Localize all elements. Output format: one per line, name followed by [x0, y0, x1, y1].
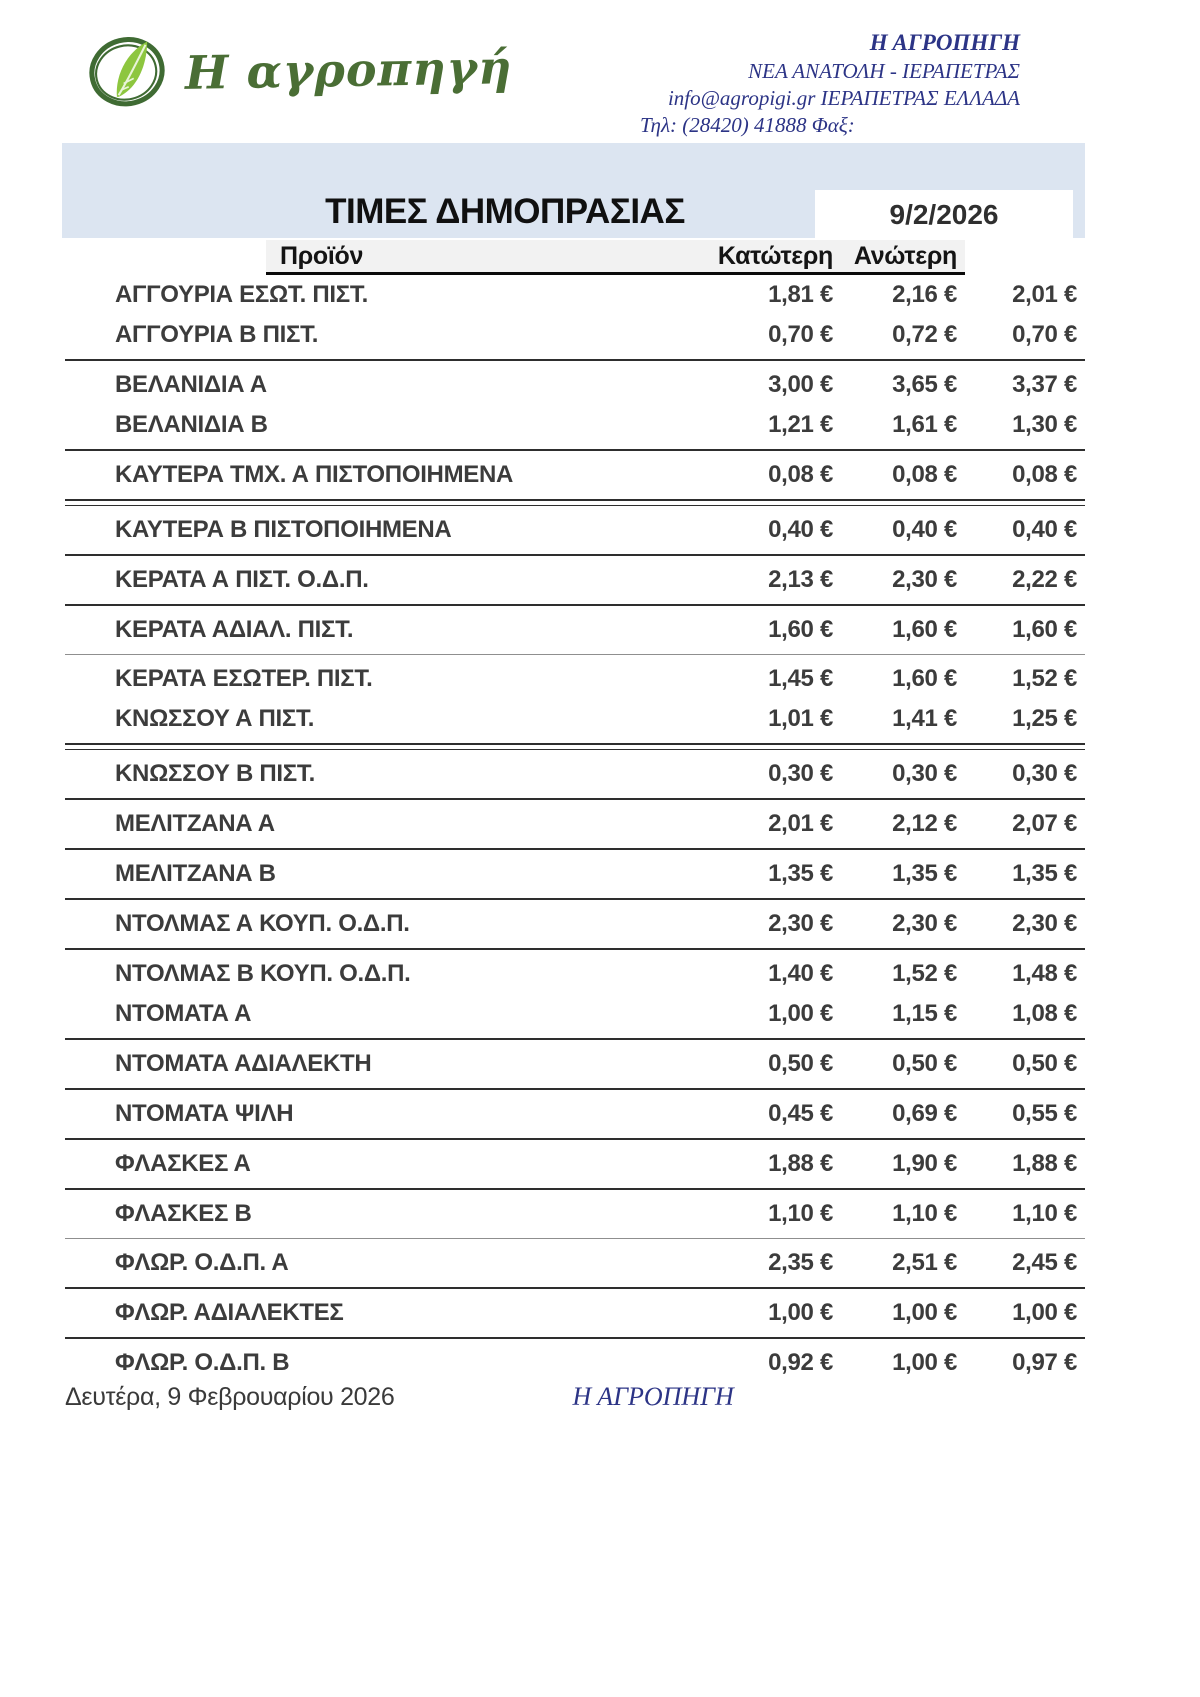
- product-name-cell: ΑΓΓΟΥΡΙΑ Β ΠΙΣΤ.: [115, 321, 319, 348]
- leaf-icon: [85, 28, 169, 112]
- product-name-cell: ΒΕΛΑΝΙΔΙΑ Α: [115, 371, 267, 398]
- footer-date: Δευτέρα, 9 Φεβρουαρίου 2026: [65, 1383, 395, 1411]
- title-banner: [62, 143, 1085, 238]
- product-name-cell: ΚΕΡΑΤΑ Α ΠΙΣΤ. Ο.Δ.Π.: [115, 566, 369, 593]
- footer-company-name: Η ΑΓΡΟΠΗΓΗ: [572, 1382, 734, 1411]
- avg-price-cell: 1,88 €: [1012, 1150, 1077, 1177]
- table-row: [65, 1044, 1085, 1084]
- group-separator: [65, 1138, 1085, 1140]
- max-price-cell: 0,69 €: [892, 1100, 957, 1127]
- min-price-cell: 1,21 €: [768, 411, 833, 438]
- max-price-cell: 1,60 €: [892, 616, 957, 643]
- table-row: [65, 659, 1085, 699]
- avg-price-cell: 1,10 €: [1012, 1200, 1077, 1227]
- avg-price-cell: 1,60 €: [1012, 616, 1077, 643]
- min-price-cell: 1,40 €: [768, 960, 833, 987]
- max-price-cell: 2,16 €: [892, 281, 957, 308]
- table-row: [65, 954, 1085, 994]
- min-price-cell: 0,45 €: [768, 1100, 833, 1127]
- group-separator: [65, 449, 1085, 451]
- agropigi-logo: [85, 28, 512, 112]
- auction-date: 9/2/2026: [889, 199, 999, 230]
- table-row: [65, 904, 1085, 944]
- column-header-max: Ανώτερη: [841, 240, 965, 275]
- table-row: [65, 1343, 1085, 1383]
- group-separator: [65, 1188, 1085, 1190]
- min-price-cell: 0,70 €: [768, 321, 833, 348]
- group-separator: [65, 743, 1085, 750]
- avg-price-cell: 0,30 €: [1012, 760, 1077, 787]
- product-name-cell: ΚΕΡΑΤΑ ΕΣΩΤΕΡ. ΠΙΣΤ.: [115, 665, 373, 692]
- avg-price-cell: 2,45 €: [1012, 1249, 1077, 1276]
- avg-price-cell: 3,37 €: [1012, 371, 1077, 398]
- max-price-cell: 1,35 €: [892, 860, 957, 887]
- company-info: [640, 28, 1020, 140]
- avg-price-cell: 0,40 €: [1012, 516, 1077, 543]
- avg-price-cell: 2,07 €: [1012, 810, 1077, 837]
- table-body: [65, 275, 1085, 1383]
- product-name-cell: ΦΛΑΣΚΕΣ Α: [115, 1150, 251, 1177]
- max-price-cell: 1,10 €: [892, 1200, 957, 1227]
- avg-price-cell: 0,50 €: [1012, 1050, 1077, 1077]
- max-price-cell: 1,60 €: [892, 665, 957, 692]
- group-separator: [65, 604, 1085, 606]
- max-price-cell: 1,41 €: [892, 705, 957, 732]
- table-row: [65, 560, 1085, 600]
- avg-price-cell: 1,08 €: [1012, 1000, 1077, 1027]
- table-row: [65, 1094, 1085, 1134]
- table-row: [65, 365, 1085, 405]
- max-price-cell: 0,30 €: [892, 760, 957, 787]
- table-row: [65, 994, 1085, 1034]
- max-price-cell: 0,50 €: [892, 1050, 957, 1077]
- min-price-cell: 2,35 €: [768, 1249, 833, 1276]
- page-title: ΤΙΜΕΣ ΔΗΜΟΠΡΑΣΙΑΣ: [325, 192, 685, 231]
- company-address-line2: info@agropigi.gr ΙΕΡΑΠΕΤΡΑΣ ΕΛΛΑΔΑ: [667, 86, 1020, 111]
- max-price-cell: 3,65 €: [892, 371, 957, 398]
- min-price-cell: 1,45 €: [768, 665, 833, 692]
- avg-price-cell: 0,08 €: [1012, 461, 1077, 488]
- product-name-cell: ΝΤΟΛΜΑΣ Β ΚΟΥΠ. Ο.Δ.Π.: [115, 960, 411, 987]
- table-row: [65, 699, 1085, 739]
- product-name-cell: ΑΓΓΟΥΡΙΑ ΕΣΩΤ. ΠΙΣΤ.: [115, 281, 368, 308]
- avg-price-cell: 1,25 €: [1012, 705, 1077, 732]
- company-phone-line: Τηλ: (28420) 41888 Φαξ:: [640, 113, 855, 138]
- max-price-cell: 1,00 €: [892, 1299, 957, 1326]
- page-footer: [65, 1382, 734, 1412]
- max-price-cell: 1,00 €: [892, 1349, 957, 1376]
- product-name-cell: ΜΕΛΙΤΖΑΝΑ Β: [115, 860, 276, 887]
- avg-price-cell: 1,00 €: [1012, 1299, 1077, 1326]
- max-price-cell: 2,12 €: [892, 810, 957, 837]
- table-row: [65, 1144, 1085, 1184]
- avg-price-cell: 0,55 €: [1012, 1100, 1077, 1127]
- avg-price-cell: 1,48 €: [1012, 960, 1077, 987]
- table-row: [65, 754, 1085, 794]
- group-separator: [65, 554, 1085, 556]
- header-left-spacer: [65, 240, 266, 275]
- column-header-product: Προϊόν: [266, 240, 713, 275]
- product-name-cell: ΦΛΩΡ. ΑΔΙΑΛΕΚΤΕΣ: [115, 1299, 344, 1326]
- avg-price-cell: 2,30 €: [1012, 910, 1077, 937]
- product-name-cell: ΝΤΟΛΜΑΣ Α ΚΟΥΠ. Ο.Δ.Π.: [115, 910, 410, 937]
- logo-script-text: Η αγροπηγή: [184, 40, 513, 100]
- min-price-cell: 0,50 €: [768, 1050, 833, 1077]
- max-price-cell: 0,08 €: [892, 461, 957, 488]
- product-name-cell: ΒΕΛΑΝΙΔΙΑ Β: [115, 411, 268, 438]
- table-row: [65, 405, 1085, 445]
- table-row: [65, 315, 1085, 355]
- min-price-cell: 1,01 €: [768, 705, 833, 732]
- max-price-cell: 1,90 €: [892, 1150, 957, 1177]
- table-row: [65, 610, 1085, 650]
- group-separator: [65, 1238, 1085, 1239]
- table-row: [65, 1293, 1085, 1333]
- group-separator: [65, 848, 1085, 850]
- max-price-cell: 2,51 €: [892, 1249, 957, 1276]
- min-price-cell: 2,30 €: [768, 910, 833, 937]
- avg-price-cell: 2,01 €: [1012, 281, 1077, 308]
- max-price-cell: 2,30 €: [892, 566, 957, 593]
- min-price-cell: 1,81 €: [768, 281, 833, 308]
- min-price-cell: 1,00 €: [768, 1299, 833, 1326]
- min-price-cell: 1,10 €: [768, 1200, 833, 1227]
- min-price-cell: 0,08 €: [768, 461, 833, 488]
- group-separator: [65, 654, 1085, 655]
- min-price-cell: 1,00 €: [768, 1000, 833, 1027]
- group-separator: [65, 1088, 1085, 1090]
- product-name-cell: ΝΤΟΜΑΤΑ ΨΙΛΗ: [115, 1100, 294, 1127]
- min-price-cell: 1,88 €: [768, 1150, 833, 1177]
- max-price-cell: 1,52 €: [892, 960, 957, 987]
- max-price-cell: 1,15 €: [892, 1000, 957, 1027]
- column-header-empty: [965, 240, 1085, 275]
- group-separator: [65, 1337, 1085, 1339]
- avg-price-cell: 2,22 €: [1012, 566, 1077, 593]
- min-price-cell: 0,40 €: [768, 516, 833, 543]
- company-address-line1: ΝΕΑ ΑΝΑΤΟΛΗ - ΙΕΡΑΠΕΤΡΑΣ: [748, 58, 1020, 83]
- min-price-cell: 0,92 €: [768, 1349, 833, 1376]
- group-separator: [65, 898, 1085, 900]
- avg-price-cell: 1,30 €: [1012, 411, 1077, 438]
- column-header-min: Κατώτερη: [713, 240, 841, 275]
- avg-price-cell: 1,35 €: [1012, 860, 1077, 887]
- group-separator: [65, 948, 1085, 950]
- table-row: [65, 804, 1085, 844]
- min-price-cell: 3,00 €: [768, 371, 833, 398]
- min-price-cell: 2,13 €: [768, 566, 833, 593]
- min-price-cell: 1,35 €: [768, 860, 833, 887]
- max-price-cell: 2,30 €: [892, 910, 957, 937]
- max-price-cell: 1,61 €: [892, 411, 957, 438]
- group-separator: [65, 499, 1085, 506]
- product-name-cell: ΦΛΩΡ. Ο.Δ.Π. Β: [115, 1349, 290, 1376]
- product-name-cell: ΚΕΡΑΤΑ ΑΔΙΑΛ. ΠΙΣΤ.: [115, 616, 354, 643]
- company-name: Η ΑΓΡΟΠΗΓΗ: [869, 30, 1020, 55]
- product-name-cell: ΝΤΟΜΑΤΑ Α: [115, 1000, 252, 1027]
- table-row: [65, 854, 1085, 894]
- date-box: [815, 190, 1073, 240]
- max-price-cell: 0,40 €: [892, 516, 957, 543]
- table-row: [65, 455, 1085, 495]
- product-name-cell: ΦΛΑΣΚΕΣ Β: [115, 1200, 252, 1227]
- product-name-cell: ΜΕΛΙΤΖΑΝΑ Α: [115, 810, 275, 837]
- avg-price-cell: 0,70 €: [1012, 321, 1077, 348]
- table-header-row: [65, 240, 1085, 275]
- group-separator: [65, 359, 1085, 361]
- product-name-cell: ΝΤΟΜΑΤΑ ΑΔΙΑΛΕΚΤΗ: [115, 1050, 372, 1077]
- group-separator: [65, 1038, 1085, 1040]
- avg-price-cell: 1,52 €: [1012, 665, 1077, 692]
- product-name-cell: ΚΑΥΤΕΡΑ ΤΜΧ. Α ΠΙΣΤΟΠΟΙΗΜΕΝΑ: [115, 461, 514, 488]
- group-separator: [65, 1287, 1085, 1289]
- price-table: [65, 240, 1085, 1383]
- table-row: [65, 275, 1085, 315]
- table-row: [65, 1243, 1085, 1283]
- product-name-cell: ΚΑΥΤΕΡΑ Β ΠΙΣΤΟΠΟΙΗΜΕΝΑ: [115, 516, 452, 543]
- max-price-cell: 0,72 €: [892, 321, 957, 348]
- table-row: [65, 510, 1085, 550]
- min-price-cell: 1,60 €: [768, 616, 833, 643]
- min-price-cell: 0,30 €: [768, 760, 833, 787]
- avg-price-cell: 0,97 €: [1012, 1349, 1077, 1376]
- group-separator: [65, 798, 1085, 800]
- product-name-cell: ΦΛΩΡ. Ο.Δ.Π. Α: [115, 1249, 289, 1276]
- product-name-cell: ΚΝΩΣΣΟΥ Β ΠΙΣΤ.: [115, 760, 315, 787]
- table-row: [65, 1194, 1085, 1234]
- product-name-cell: ΚΝΩΣΣΟΥ Α ΠΙΣΤ.: [115, 705, 315, 732]
- min-price-cell: 2,01 €: [768, 810, 833, 837]
